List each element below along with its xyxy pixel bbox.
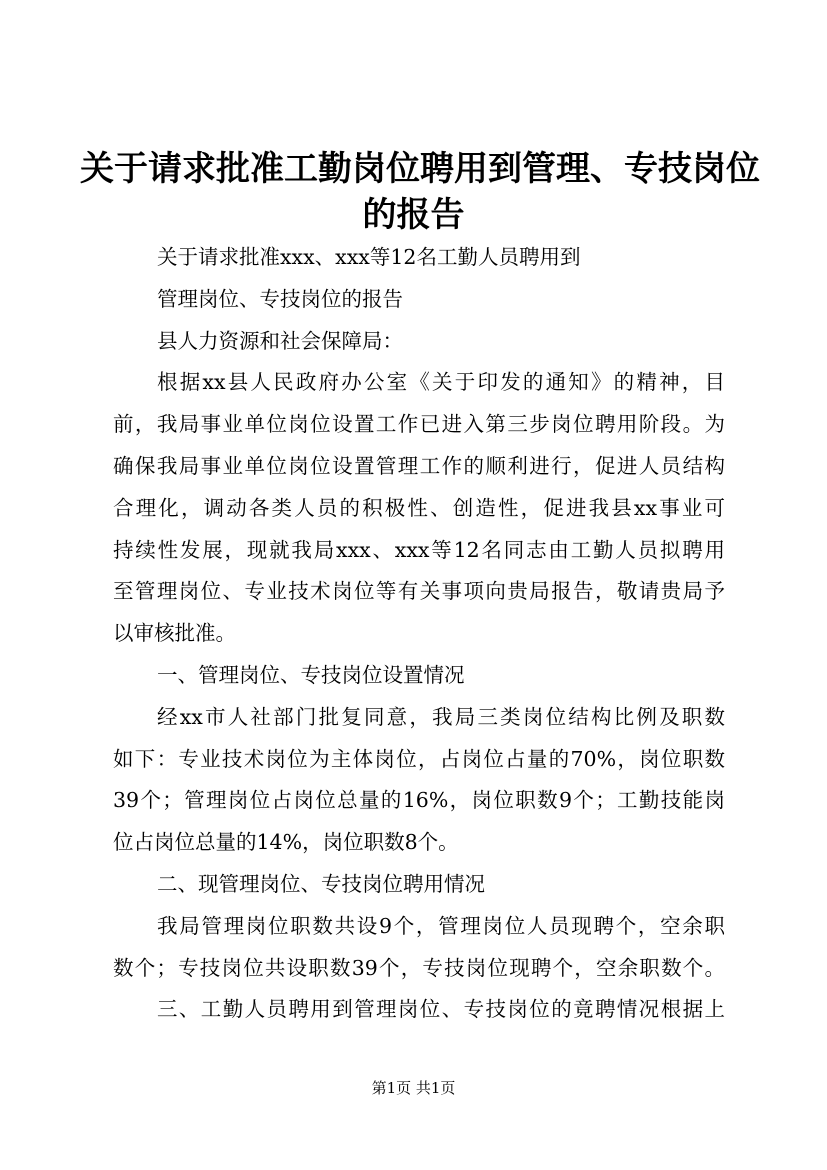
document-body [113,237,725,1031]
paragraph-line: 持续性发展，现就我局xxx、xxx等12名同志由工勤人员拟聘用 [113,537,725,562]
paragraph-line: 三、工勤人员聘用到管理岗位、专技岗位的竟聘情况根据上 [157,997,725,1022]
paragraph-line: 数个；专技岗位共设职数39个，专技岗位现聘个，空余职数个。 [113,955,725,980]
page-footer: 第1页 共1页 [371,1079,456,1097]
section-heading: 二、现管理岗位、专技岗位聘用情况 [157,871,485,896]
paragraph-line: 前，我局事业单位岗位设置工作已进入第三步岗位聘用阶段。为 [113,412,725,437]
paragraph-line: 合理化，调动各类人员的积极性、创造性，促进我县xx事业可 [113,495,725,520]
paragraph-line: 至管理岗位、专业技术岗位等有关事项向贵局报告，敬请贵局予 [113,579,725,604]
section-heading: 一、管理岗位、专技岗位设置情况 [157,662,465,687]
paragraph-line: 以审核批准。 [113,621,236,646]
paragraph-line: 根据xx县人民政府办公室《关于印发的通知》的精神，目 [157,370,725,395]
title-line: 的报告 [362,195,465,235]
paragraph-line: 位占岗位总量的14%，岗位职数8个。 [113,830,459,855]
paragraph-line: 经xx市人社部门批复同意，我局三类岗位结构比例及职数 [157,704,725,729]
subject-line: 关于请求批准xxx、xxx等12名工勤人员聘用到 [157,245,581,269]
paragraph-line: 我局管理岗位职数共设9个，管理岗位人员现聘个，空余职 [157,913,725,938]
subject-line: 管理岗位、专技岗位的报告 [157,286,403,311]
addressee: 县人力资源和社会保障局： [157,328,403,353]
paragraph-line: 确保我局事业单位岗位设置管理工作的顺利进行，促进人员结构 [113,453,725,478]
paragraph-line: 39个；管理岗位占岗位总量的16%，岗位职数9个；工勤技能岗 [113,788,725,813]
title-line: 关于请求批准工勤岗位聘用到管理、专技岗位 [80,149,760,189]
document-title [80,146,760,238]
paragraph-line: 如下：专业技术岗位为主体岗位，占岗位占量的70%，岗位职数 [113,746,725,771]
